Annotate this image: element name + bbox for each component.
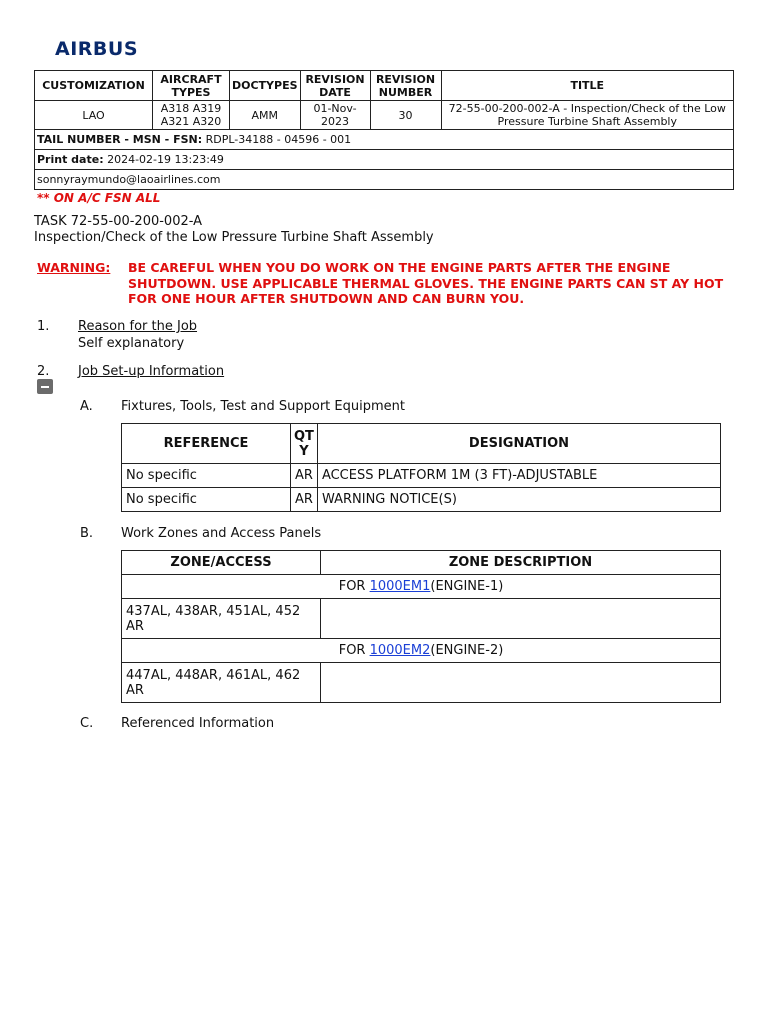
sub-c-letter: C. (80, 716, 94, 731)
revision-date-value: 01-Nov-2023 (300, 101, 370, 130)
zone-access-cell: 437AL, 438AR, 451AL, 452 AR (122, 599, 321, 639)
designation-cell: ACCESS PLATFORM 1M (3 FT)-ADJUSTABLE (317, 464, 720, 488)
table-row (122, 599, 721, 639)
sub-a-heading: Fixtures, Tools, Test and Support Equipment (121, 399, 405, 414)
zone-description-cell (321, 599, 721, 639)
col-zone-description: ZONE DESCRIPTION (321, 551, 721, 575)
reference-cell: No specific (122, 488, 291, 512)
table-row (122, 464, 721, 488)
document-header-table (34, 70, 734, 190)
col-zone-access: ZONE/ACCESS (122, 551, 321, 575)
tail-number-row (35, 130, 734, 150)
print-date-row (35, 150, 734, 170)
col-qty: QTY (291, 424, 318, 464)
tail-number-value: RDPL-34188 - 04596 - 001 (202, 133, 352, 146)
aircraft-types-value: A318 A319 A321 A320 (153, 101, 230, 130)
section-1-heading: Reason for the Job (78, 319, 198, 334)
customization-value: LAO (35, 101, 153, 130)
print-date-value: 2024-02-19 13:23:49 (103, 153, 224, 166)
zone-access-cell: 447AL, 448AR, 461AL, 462 AR (122, 663, 321, 703)
title-value: 72-55-00-200-002-A - Inspection/Check of the Low Pressure Turbine Shaft Assembly (441, 101, 733, 130)
collapse-toggle-icon[interactable] (37, 379, 53, 394)
section-1-number: 1. (37, 319, 50, 334)
qty-cell: AR (291, 488, 318, 512)
engine-group-row: FOR 1000EM2(ENGINE-2) (122, 639, 721, 663)
tail-number-label: TAIL NUMBER - MSN - FSN: (37, 133, 203, 146)
col-revision-number: REVISION NUMBER (370, 71, 441, 101)
col-designation: DESIGNATION (317, 424, 720, 464)
table-row (122, 488, 721, 512)
zone-description-cell (321, 663, 721, 703)
print-date-label: Print date: (37, 153, 104, 166)
equipment-table (121, 423, 721, 512)
col-aircraft-types: AIRCRAFT TYPES (153, 71, 230, 101)
warning-label: WARNING: (37, 260, 111, 275)
section-2-heading: Job Set-up Information (78, 364, 225, 379)
airbus-logo: AIRBUS (55, 38, 138, 60)
designation-cell: WARNING NOTICE(S) (317, 488, 720, 512)
warning-block (37, 260, 727, 307)
doctypes-value: AMM (230, 101, 301, 130)
task-block (34, 214, 434, 246)
col-title: TITLE (441, 71, 733, 101)
engine-1-link[interactable]: 1000EM1 (369, 579, 431, 594)
revision-number-value: 30 (370, 101, 441, 130)
section-2-number: 2. (37, 364, 50, 379)
col-reference: REFERENCE (122, 424, 291, 464)
sub-b-letter: B. (80, 526, 94, 541)
applicability-note: ** ON A/C FSN ALL (37, 191, 161, 205)
task-number: TASK 72-55-00-200-002-A (34, 214, 203, 229)
qty-cell: AR (291, 464, 318, 488)
email-row: sonnyraymundo@laoairlines.com (35, 170, 734, 190)
engine-2-link[interactable]: 1000EM2 (369, 643, 431, 658)
section-1-body: Self explanatory (78, 336, 185, 351)
work-zones-table (121, 550, 721, 703)
sub-a-letter: A. (80, 399, 93, 414)
col-customization: CUSTOMIZATION (35, 71, 153, 101)
sub-c-heading: Referenced Information (121, 716, 275, 731)
engine-group-row: FOR 1000EM1(ENGINE-1) (122, 575, 721, 599)
reference-cell: No specific (122, 464, 291, 488)
col-doctypes: DOCTYPES (230, 71, 301, 101)
table-row (122, 663, 721, 703)
warning-text: BE CAREFUL WHEN YOU DO WORK ON THE ENGINE PARTS AFTER THE ENGINE SHUTDOWN. USE APPLICABLE THERMAL GLOVES. THE ENGINE PARTS CAN ST AY HOT FOR ONE HOUR AFTER SHUTDOWN AND CAN BURN YOU. (128, 260, 724, 306)
task-title: Inspection/Check of the Low Pressure Turbine Shaft Assembly (34, 230, 434, 245)
col-revision-date: REVISION DATE (300, 71, 370, 101)
sub-b-heading: Work Zones and Access Panels (121, 526, 322, 541)
